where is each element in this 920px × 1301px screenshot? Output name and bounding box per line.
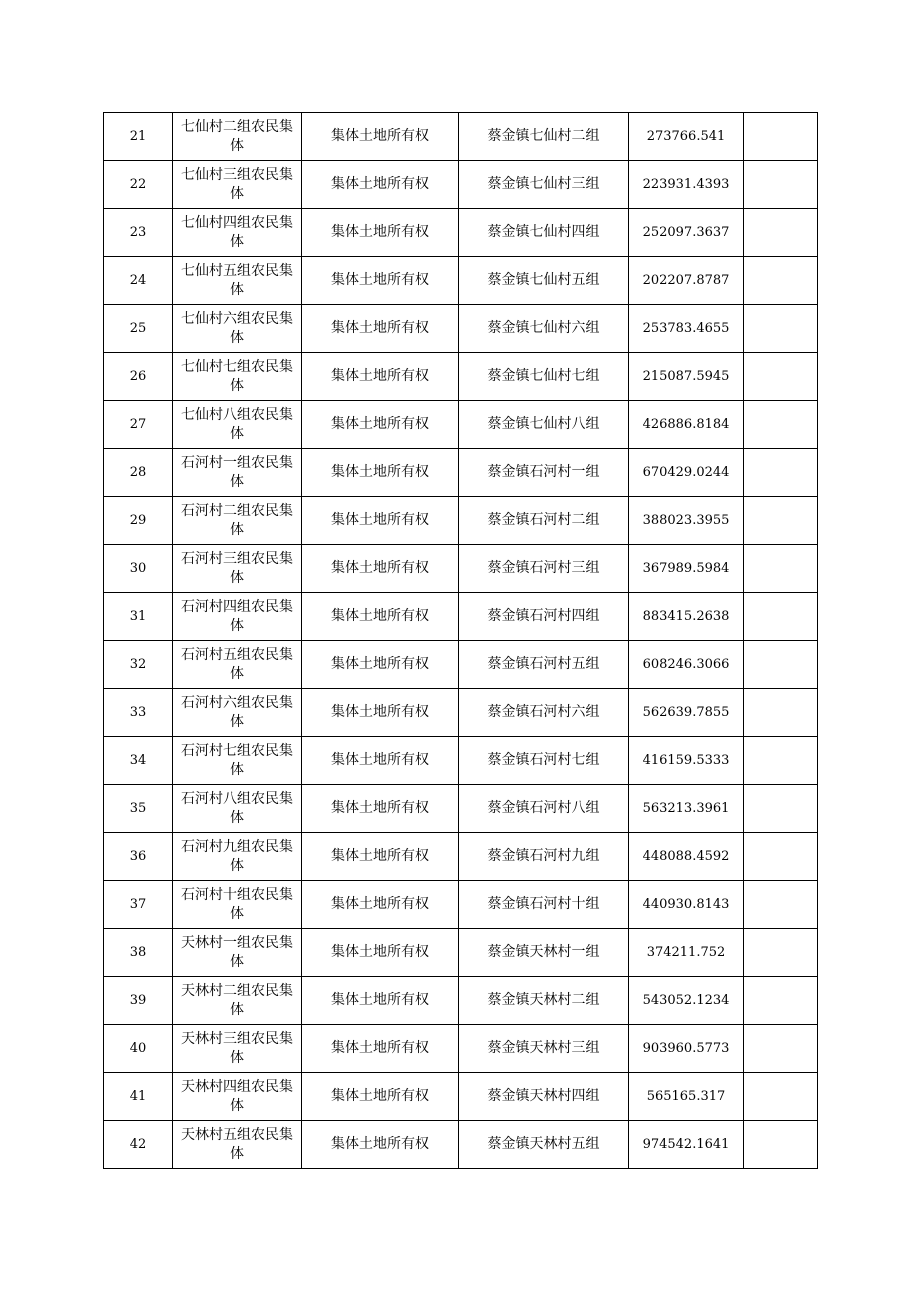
row-number-cell: 36 [104, 833, 173, 881]
table-row [104, 161, 818, 209]
area-cell: 202207.8787 [629, 257, 744, 305]
owner-cell: 石河村八组农民集体 [173, 785, 302, 833]
area-cell: 367989.5984 [629, 545, 744, 593]
area-cell: 215087.5945 [629, 353, 744, 401]
remark-cell [744, 497, 818, 545]
table-row [104, 1073, 818, 1121]
table-row [104, 545, 818, 593]
row-number-cell: 26 [104, 353, 173, 401]
right-type-cell: 集体土地所有权 [302, 449, 459, 497]
location-cell: 蔡金镇天林村二组 [459, 977, 629, 1025]
area-cell: 543052.1234 [629, 977, 744, 1025]
table-row [104, 353, 818, 401]
owner-cell: 石河村九组农民集体 [173, 833, 302, 881]
remark-cell [744, 641, 818, 689]
owner-cell: 七仙村六组农民集体 [173, 305, 302, 353]
row-number-cell: 24 [104, 257, 173, 305]
table-row [104, 113, 818, 161]
owner-cell: 天林村四组农民集体 [173, 1073, 302, 1121]
remark-cell [744, 737, 818, 785]
owner-cell: 石河村七组农民集体 [173, 737, 302, 785]
row-number-cell: 21 [104, 113, 173, 161]
owner-cell: 石河村三组农民集体 [173, 545, 302, 593]
table-row [104, 449, 818, 497]
remark-cell [744, 1073, 818, 1121]
owner-cell: 七仙村八组农民集体 [173, 401, 302, 449]
area-cell: 448088.4592 [629, 833, 744, 881]
row-number-cell: 33 [104, 689, 173, 737]
right-type-cell: 集体土地所有权 [302, 353, 459, 401]
owner-cell: 七仙村七组农民集体 [173, 353, 302, 401]
right-type-cell: 集体土地所有权 [302, 977, 459, 1025]
owner-cell: 石河村四组农民集体 [173, 593, 302, 641]
table-row [104, 833, 818, 881]
location-cell: 蔡金镇石河村六组 [459, 689, 629, 737]
row-number-cell: 35 [104, 785, 173, 833]
area-cell: 562639.7855 [629, 689, 744, 737]
table-row [104, 929, 818, 977]
right-type-cell: 集体土地所有权 [302, 401, 459, 449]
remark-cell [744, 929, 818, 977]
remark-cell [744, 209, 818, 257]
right-type-cell: 集体土地所有权 [302, 497, 459, 545]
remark-cell [744, 257, 818, 305]
owner-cell: 天林村五组农民集体 [173, 1121, 302, 1169]
area-cell: 670429.0244 [629, 449, 744, 497]
table-row [104, 977, 818, 1025]
owner-cell: 七仙村四组农民集体 [173, 209, 302, 257]
area-cell: 252097.3637 [629, 209, 744, 257]
table-row [104, 305, 818, 353]
owner-cell: 天林村三组农民集体 [173, 1025, 302, 1073]
owner-cell: 七仙村二组农民集体 [173, 113, 302, 161]
area-cell: 223931.4393 [629, 161, 744, 209]
table-row [104, 593, 818, 641]
location-cell: 蔡金镇七仙村四组 [459, 209, 629, 257]
remark-cell [744, 689, 818, 737]
row-number-cell: 28 [104, 449, 173, 497]
location-cell: 蔡金镇石河村五组 [459, 641, 629, 689]
table-row [104, 785, 818, 833]
right-type-cell: 集体土地所有权 [302, 641, 459, 689]
row-number-cell: 32 [104, 641, 173, 689]
area-cell: 563213.3961 [629, 785, 744, 833]
owner-cell: 天林村二组农民集体 [173, 977, 302, 1025]
table-row [104, 737, 818, 785]
row-number-cell: 34 [104, 737, 173, 785]
row-number-cell: 39 [104, 977, 173, 1025]
row-number-cell: 25 [104, 305, 173, 353]
remark-cell [744, 401, 818, 449]
right-type-cell: 集体土地所有权 [302, 257, 459, 305]
area-cell: 426886.8184 [629, 401, 744, 449]
location-cell: 蔡金镇七仙村六组 [459, 305, 629, 353]
owner-cell: 七仙村三组农民集体 [173, 161, 302, 209]
remark-cell [744, 353, 818, 401]
row-number-cell: 40 [104, 1025, 173, 1073]
location-cell: 蔡金镇天林村一组 [459, 929, 629, 977]
remark-cell [744, 545, 818, 593]
area-cell: 253783.4655 [629, 305, 744, 353]
right-type-cell: 集体土地所有权 [302, 833, 459, 881]
right-type-cell: 集体土地所有权 [302, 689, 459, 737]
remark-cell [744, 161, 818, 209]
remark-cell [744, 449, 818, 497]
location-cell: 蔡金镇石河村十组 [459, 881, 629, 929]
right-type-cell: 集体土地所有权 [302, 929, 459, 977]
remark-cell [744, 593, 818, 641]
location-cell: 蔡金镇石河村一组 [459, 449, 629, 497]
remark-cell [744, 785, 818, 833]
area-cell: 374211.752 [629, 929, 744, 977]
row-number-cell: 38 [104, 929, 173, 977]
location-cell: 蔡金镇石河村八组 [459, 785, 629, 833]
location-cell: 蔡金镇七仙村二组 [459, 113, 629, 161]
remark-cell [744, 833, 818, 881]
right-type-cell: 集体土地所有权 [302, 1073, 459, 1121]
row-number-cell: 22 [104, 161, 173, 209]
row-number-cell: 29 [104, 497, 173, 545]
remark-cell [744, 881, 818, 929]
area-cell: 416159.5333 [629, 737, 744, 785]
remark-cell [744, 977, 818, 1025]
table-row [104, 209, 818, 257]
location-cell: 蔡金镇石河村九组 [459, 833, 629, 881]
location-cell: 蔡金镇七仙村七组 [459, 353, 629, 401]
location-cell: 蔡金镇天林村四组 [459, 1073, 629, 1121]
table-row [104, 689, 818, 737]
location-cell: 蔡金镇七仙村五组 [459, 257, 629, 305]
area-cell: 974542.1641 [629, 1121, 744, 1169]
location-cell: 蔡金镇石河村二组 [459, 497, 629, 545]
right-type-cell: 集体土地所有权 [302, 113, 459, 161]
location-cell: 蔡金镇石河村四组 [459, 593, 629, 641]
owner-cell: 七仙村五组农民集体 [173, 257, 302, 305]
area-cell: 440930.8143 [629, 881, 744, 929]
right-type-cell: 集体土地所有权 [302, 1121, 459, 1169]
location-cell: 蔡金镇石河村七组 [459, 737, 629, 785]
location-cell: 蔡金镇天林村五组 [459, 1121, 629, 1169]
remark-cell [744, 1025, 818, 1073]
right-type-cell: 集体土地所有权 [302, 545, 459, 593]
right-type-cell: 集体土地所有权 [302, 593, 459, 641]
right-type-cell: 集体土地所有权 [302, 785, 459, 833]
owner-cell: 石河村二组农民集体 [173, 497, 302, 545]
area-cell: 903960.5773 [629, 1025, 744, 1073]
row-number-cell: 41 [104, 1073, 173, 1121]
right-type-cell: 集体土地所有权 [302, 737, 459, 785]
right-type-cell: 集体土地所有权 [302, 209, 459, 257]
row-number-cell: 37 [104, 881, 173, 929]
row-number-cell: 42 [104, 1121, 173, 1169]
area-cell: 273766.541 [629, 113, 744, 161]
owner-cell: 石河村一组农民集体 [173, 449, 302, 497]
row-number-cell: 31 [104, 593, 173, 641]
remark-cell [744, 305, 818, 353]
row-number-cell: 30 [104, 545, 173, 593]
row-number-cell: 27 [104, 401, 173, 449]
land-ownership-table [103, 112, 818, 1169]
location-cell: 蔡金镇七仙村八组 [459, 401, 629, 449]
area-cell: 565165.317 [629, 1073, 744, 1121]
table-body [104, 113, 818, 1169]
table-row [104, 641, 818, 689]
right-type-cell: 集体土地所有权 [302, 161, 459, 209]
area-cell: 883415.2638 [629, 593, 744, 641]
right-type-cell: 集体土地所有权 [302, 305, 459, 353]
right-type-cell: 集体土地所有权 [302, 881, 459, 929]
right-type-cell: 集体土地所有权 [302, 1025, 459, 1073]
owner-cell: 石河村六组农民集体 [173, 689, 302, 737]
table-row [104, 881, 818, 929]
owner-cell: 石河村十组农民集体 [173, 881, 302, 929]
table-row [104, 497, 818, 545]
owner-cell: 天林村一组农民集体 [173, 929, 302, 977]
area-cell: 388023.3955 [629, 497, 744, 545]
table-row [104, 401, 818, 449]
table-row [104, 257, 818, 305]
table-row [104, 1025, 818, 1073]
row-number-cell: 23 [104, 209, 173, 257]
owner-cell: 石河村五组农民集体 [173, 641, 302, 689]
remark-cell [744, 113, 818, 161]
table-row [104, 1121, 818, 1169]
remark-cell [744, 1121, 818, 1169]
area-cell: 608246.3066 [629, 641, 744, 689]
location-cell: 蔡金镇七仙村三组 [459, 161, 629, 209]
location-cell: 蔡金镇天林村三组 [459, 1025, 629, 1073]
location-cell: 蔡金镇石河村三组 [459, 545, 629, 593]
